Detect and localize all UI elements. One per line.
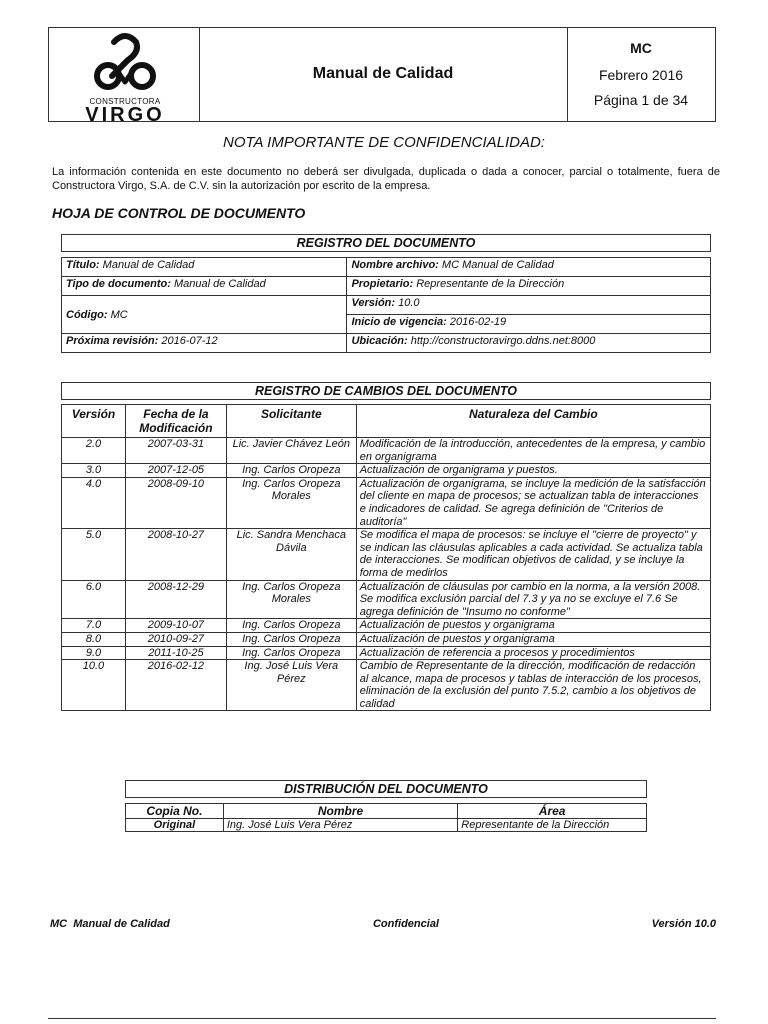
proxima-cell: Próxima revisión: 2016-07-12 bbox=[62, 334, 347, 353]
table-cell: 2007-03-31 bbox=[125, 438, 226, 464]
table-cell: 2011-10-25 bbox=[125, 646, 226, 660]
footer-left: MC Manual de Calidad bbox=[50, 918, 170, 930]
column-header: Área bbox=[458, 804, 647, 819]
table-cell: 2016-02-12 bbox=[125, 660, 226, 711]
table-row bbox=[62, 660, 711, 711]
table-cell: Ing. José Luis Vera Pérez bbox=[226, 660, 356, 711]
logo-name: VIRGO bbox=[85, 104, 165, 126]
table-row bbox=[62, 296, 711, 315]
table-cell: Actualización de organigrama y puestos. bbox=[356, 464, 710, 478]
table-cell: Cambio de Representante de la dirección, modificación de redacción al alcance, mapa de procesos y tablas de interacción de los procesos, eliminación de la exclusión del punto 7.5.2, cambio a los objetivos de calidad bbox=[356, 660, 710, 711]
table-cell: 2008-12-29 bbox=[125, 580, 226, 619]
column-header: Copia No. bbox=[126, 804, 224, 819]
table-header-row bbox=[126, 804, 647, 819]
page-title: Manual de Calidad bbox=[312, 65, 454, 82]
table-cell: 8.0 bbox=[62, 632, 126, 646]
logo-subtitle: CONSTRUCTORA bbox=[89, 97, 161, 106]
propietario-cell: Propietario: Representante de la Dirección bbox=[347, 277, 711, 296]
table-row bbox=[62, 438, 711, 464]
table-cell: 3.0 bbox=[62, 464, 126, 478]
titulo-cell: Título: Manual de Calidad bbox=[62, 258, 347, 277]
table-cell: Modificación de la introducción, antecedentes de la empresa, y cambio en organigrama bbox=[356, 438, 710, 464]
document-header bbox=[48, 27, 716, 126]
table-row bbox=[62, 258, 711, 277]
table-cell: Actualización de puestos y organigrama bbox=[356, 619, 710, 633]
logo-emblem-icon bbox=[90, 32, 160, 94]
cambios-table bbox=[61, 404, 711, 711]
table-cell: 2008-09-10 bbox=[125, 477, 226, 528]
confidentiality-title: NOTA IMPORTANTE DE CONFIDENCIALIDAD: bbox=[223, 134, 545, 151]
ubicacion-cell: Ubicación: http://constructoravirgo.ddns.net:8000 bbox=[347, 334, 711, 353]
table-row bbox=[126, 819, 647, 832]
table-cell: Ing. José Luis Vera Pérez bbox=[223, 819, 457, 832]
registro-caption: REGISTRO DEL DOCUMENTO bbox=[61, 234, 711, 252]
column-header: Naturaleza del Cambio bbox=[356, 405, 710, 438]
table-cell: Ing. Carlos Oropeza bbox=[226, 632, 356, 646]
column-header: Solicitante bbox=[226, 405, 356, 438]
table-cell: Original bbox=[126, 819, 224, 832]
table-header-row bbox=[62, 405, 711, 438]
table-row bbox=[62, 334, 711, 353]
table-cell: 2.0 bbox=[62, 438, 126, 464]
table-cell: Ing. Carlos Oropeza bbox=[226, 619, 356, 633]
company-logo bbox=[69, 32, 181, 126]
table-cell: 9.0 bbox=[62, 646, 126, 660]
table-cell: Se modifica el mapa de procesos: se incluye el "cierre de proyecto" y se indican las cláusulas aplicables a cada actividad. Se actualiza tabla de interacciones. Se modifican objetivos de calidad, y se incluye la forma de medirlos bbox=[356, 529, 710, 580]
confidentiality-text: La información contenida en este documento no deberá ser divulgada, duplicada o dada a conocer, parcial o totalmente, fuera de Constructora Virgo, S.A. de C.V. sin la autorización por escrito de la empresa. bbox=[52, 166, 720, 192]
table-row bbox=[62, 619, 711, 633]
table-cell: Lic. Javier Chávez León bbox=[226, 438, 356, 464]
cambios-caption: REGISTRO DE CAMBIOS DEL DOCUMENTO bbox=[61, 382, 711, 400]
page-bottom-rule bbox=[48, 1018, 716, 1019]
distribucion-caption: DISTRIBUCIÓN DEL DOCUMENTO bbox=[125, 780, 647, 798]
table-cell: 2010-09-27 bbox=[125, 632, 226, 646]
table-cell: Lic. Sandra Menchaca Dávila bbox=[226, 529, 356, 580]
page-number: Página 1 de 34 bbox=[593, 92, 689, 108]
table-cell: Ing. Carlos Oropeza bbox=[226, 646, 356, 660]
registro-table bbox=[61, 257, 711, 353]
column-header: Versión bbox=[62, 405, 126, 438]
table-cell: 10.0 bbox=[62, 660, 126, 711]
column-header: Nombre bbox=[223, 804, 457, 819]
footer-center: Confidencial bbox=[372, 918, 439, 930]
table-cell: 2007-12-05 bbox=[125, 464, 226, 478]
document-date: Febrero 2016 bbox=[598, 67, 684, 83]
document-code: MC bbox=[630, 40, 652, 56]
distribucion-table bbox=[125, 803, 647, 832]
version-cell: Versión: 10.0 bbox=[347, 296, 711, 315]
table-cell: 2008-10-27 bbox=[125, 529, 226, 580]
inicio-cell: Inicio de vigencia: 2016-02-19 bbox=[347, 315, 711, 334]
table-cell: 4.0 bbox=[62, 477, 126, 528]
table-cell: 7.0 bbox=[62, 619, 126, 633]
table-row bbox=[62, 580, 711, 619]
table-row bbox=[62, 277, 711, 296]
table-row bbox=[62, 464, 711, 478]
table-cell: Actualización de cláusulas por cambio en la norma, a la versión 2008. Se modifica exclusión parcial del 7.3 y ya no se excluye el 7.6 Se agrega definición de "Insumo no conforme" bbox=[356, 580, 710, 619]
table-cell: Ing. Carlos Oropeza Morales bbox=[226, 477, 356, 528]
table-cell: Actualización de organigrama, se incluye la medición de la satisfacción del cliente en mapa de procesos; se actualizan tabla de interacciones e indicadores de calidad. Se agrega definición de "Criterios de auditoría" bbox=[356, 477, 710, 528]
codigo-cell: Código: MC bbox=[62, 296, 347, 334]
archivo-cell: Nombre archivo: MC Manual de Calidad bbox=[347, 258, 711, 277]
table-row bbox=[62, 529, 711, 580]
table-cell: Representante de la Dirección bbox=[458, 819, 647, 832]
table-cell: 2009-10-07 bbox=[125, 619, 226, 633]
table-cell: 6.0 bbox=[62, 580, 126, 619]
table-cell: Actualización de referencia a procesos y procedimientos bbox=[356, 646, 710, 660]
table-cell: Ing. Carlos Oropeza Morales bbox=[226, 580, 356, 619]
table-cell: 5.0 bbox=[62, 529, 126, 580]
column-header: Fecha de la Modificación bbox=[125, 405, 226, 438]
tipo-cell: Tipo de documento: Manual de Calidad bbox=[62, 277, 347, 296]
control-sheet-title: HOJA DE CONTROL DE DOCUMENTO bbox=[52, 205, 306, 221]
footer-right: Versión 10.0 bbox=[651, 918, 716, 930]
table-row bbox=[62, 477, 711, 528]
table-row bbox=[62, 646, 711, 660]
table-row bbox=[62, 632, 711, 646]
table-cell: Ing. Carlos Oropeza bbox=[226, 464, 356, 478]
table-cell: Actualización de puestos y organigrama bbox=[356, 632, 710, 646]
